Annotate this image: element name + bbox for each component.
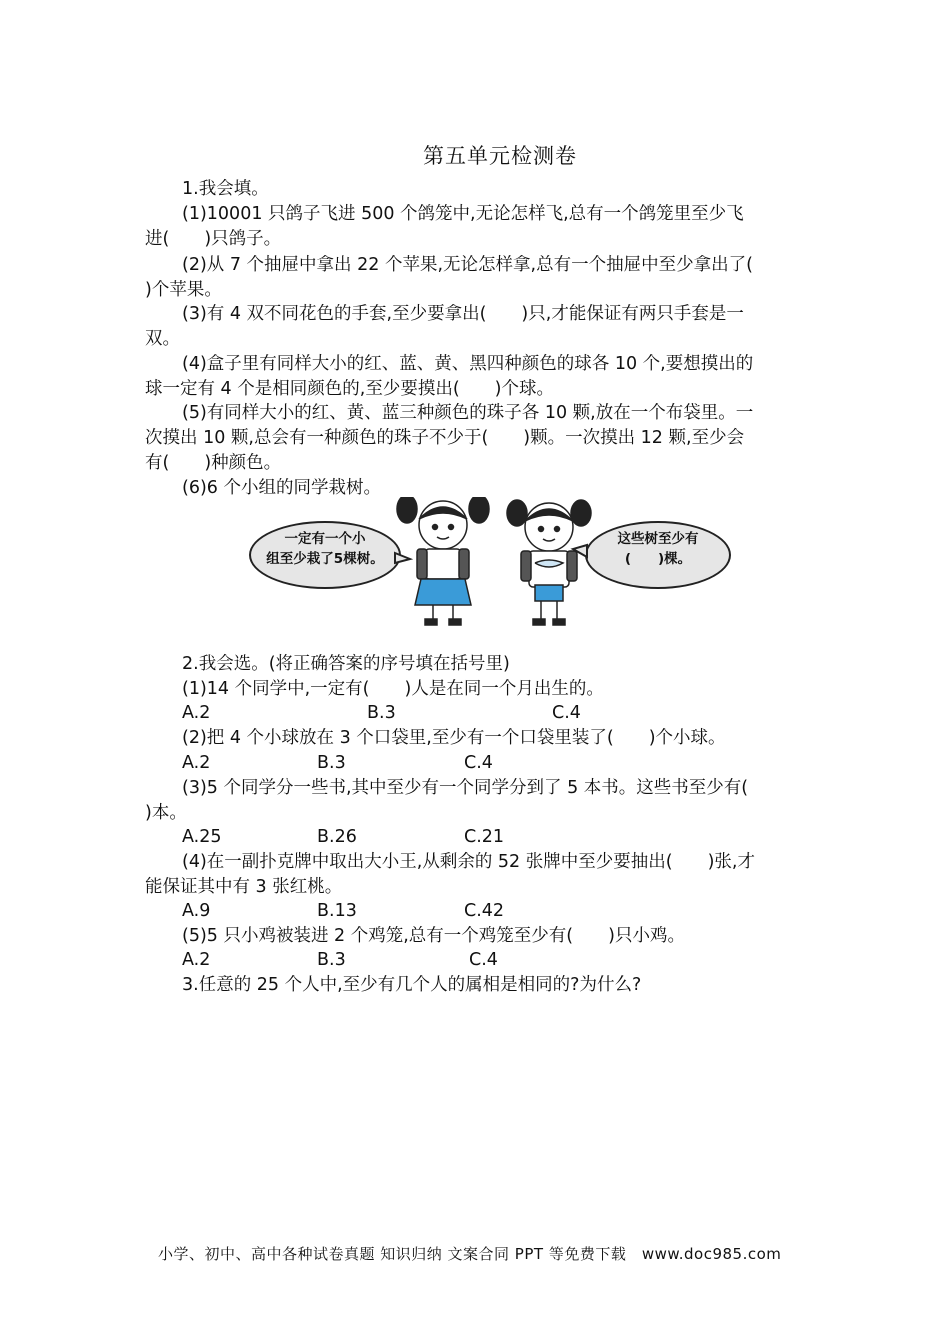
- s2-q5-option-c: C.4: [469, 950, 498, 970]
- bubble-right-line2: ( )棵。: [624, 551, 692, 567]
- s2-q3-option-c: C.21: [464, 827, 505, 847]
- section1-heading: 1.我会填。: [182, 179, 269, 199]
- s2-q2-option-a: A.2: [182, 753, 211, 773]
- section2-heading: 2.我会选。(将正确答案的序号填在括号里): [182, 654, 510, 674]
- s2-q5-option-b: B.3: [317, 950, 346, 970]
- bubble-left-tail: [395, 553, 410, 563]
- tree-planting-illustration: [245, 497, 765, 627]
- s2-q4-option-c: C.42: [464, 901, 505, 921]
- s2-q3-option-b: B.26: [317, 827, 357, 847]
- s2-q4-line1: (4)在一副扑克牌中取出大小王,从剩余的 52 张牌中至少要抽出( )张,才: [182, 852, 755, 872]
- s1-q5-line1: (5)有同样大小的红、黄、蓝三种颜色的珠子各 10 颗,放在一个布袋里。一: [182, 403, 754, 423]
- s2-q1-option-c: C.4: [552, 703, 581, 723]
- s2-q1-option-a: A.2: [182, 703, 211, 723]
- s1-q5-line2: 次摸出 10 颗,总会有一种颜色的珠子不少于( )颗。一次摸出 12 颗,至少会: [145, 428, 745, 448]
- s2-q2-option-b: B.3: [317, 753, 346, 773]
- s2-q4-option-a: A.9: [182, 901, 211, 921]
- s1-q3-line2: 双。: [145, 329, 180, 349]
- s2-q4-line2: 能保证其中有 3 张红桃。: [145, 877, 343, 897]
- s1-q6: (6)6 个小组的同学栽树。: [182, 478, 381, 498]
- section3-heading: 3.任意的 25 个人中,至少有几个人的属相是相同的?为什么?: [182, 975, 642, 995]
- girls-drawing: [245, 497, 765, 627]
- bubble-left-line2: 组至少栽了5棵树。: [266, 551, 384, 567]
- s1-q2-line2: )个苹果。: [145, 280, 222, 300]
- s2-q1-option-b: B.3: [367, 703, 396, 723]
- s2-q5: (5)5 只小鸡被装进 2 个鸡笼,总有一个鸡笼至少有( )只小鸡。: [182, 926, 685, 946]
- bubble-right-line1: 这些树至少有: [617, 531, 699, 547]
- s2-q5-option-a: A.2: [182, 950, 211, 970]
- s2-q3-line2: )本。: [145, 803, 187, 823]
- s1-q4-line2: 球一定有 4 个是相同颜色的,至少要摸出( )个球。: [145, 379, 554, 399]
- footer-ad: 小学、初中、高中各种试卷真题 知识归纳 文案合同 PPT 等免费下载 www.doc985.com: [158, 1245, 782, 1263]
- s2-q2: (2)把 4 个小球放在 3 个口袋里,至少有一个口袋里装了( )个小球。: [182, 728, 726, 748]
- s2-q3-option-a: A.25: [182, 827, 222, 847]
- bubble-left-line1: 一定有一个小: [284, 531, 366, 547]
- s2-q1: (1)14 个同学中,一定有( )人是在同一个月出生的。: [182, 679, 604, 699]
- s1-q2-line1: (2)从 7 个抽屉中拿出 22 个苹果,无论怎样拿,总有一个抽屉中至少拿出了(: [182, 255, 753, 275]
- s1-q1-line1: (1)10001 只鸽子飞进 500 个鸽笼中,无论怎样飞,总有一个鸽笼里至少飞: [182, 204, 744, 224]
- girl-right: [507, 500, 591, 625]
- girl-left: [397, 497, 489, 625]
- s2-q4-option-b: B.13: [317, 901, 357, 921]
- s1-q4-line1: (4)盒子里有同样大小的红、蓝、黄、黑四种颜色的球各 10 个,要想摸出的: [182, 354, 754, 374]
- page-title: 第五单元检测卷: [423, 144, 577, 168]
- s2-q3-line1: (3)5 个同学分一些书,其中至少有一个同学分到了 5 本书。这些书至少有(: [182, 778, 749, 798]
- s1-q3-line1: (3)有 4 双不同花色的手套,至少要拿出( )只,才能保证有两只手套是一: [182, 304, 744, 324]
- s2-q2-option-c: C.4: [464, 753, 493, 773]
- s1-q5-line3: 有( )种颜色。: [145, 453, 282, 473]
- s1-q1-line2: 进( )只鸽子。: [145, 229, 282, 249]
